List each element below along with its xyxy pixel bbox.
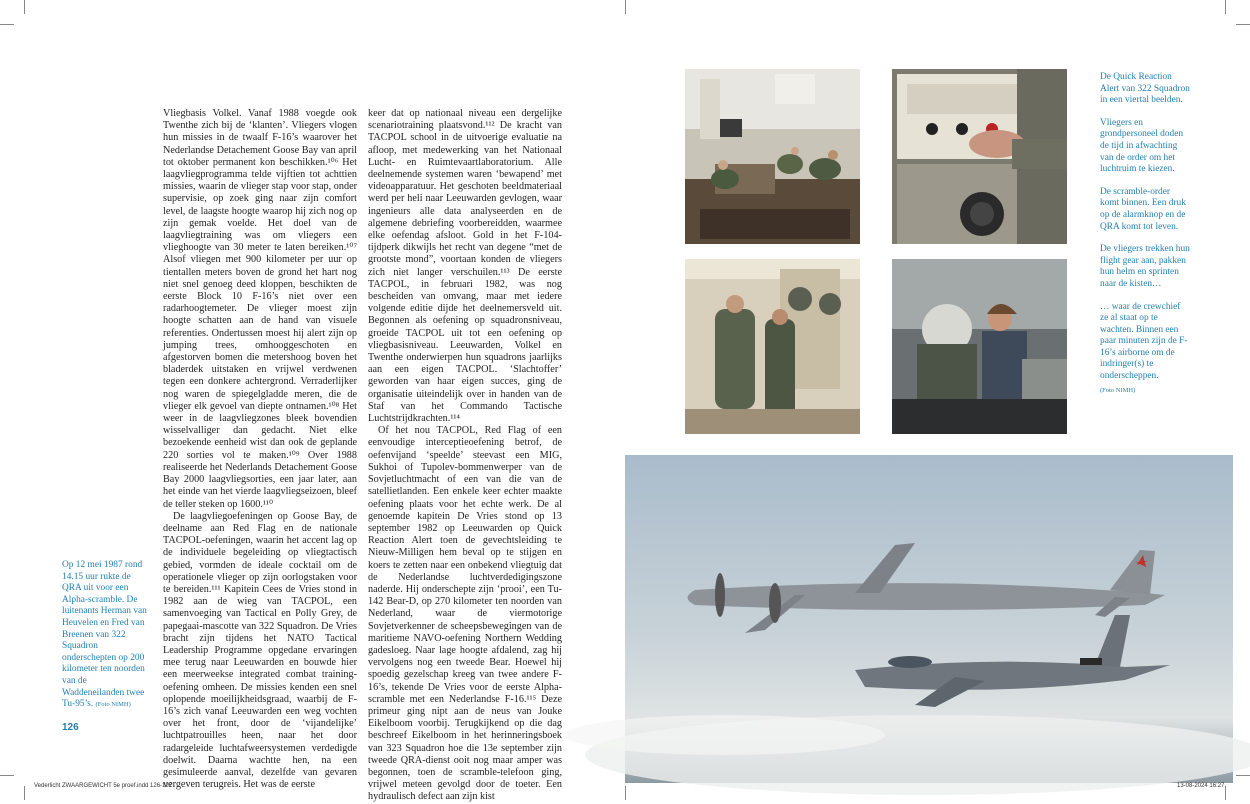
caption-paragraph: … waar de crewchief ze al staat op te wachten. Binnen een paar minuten zijn de F-16’s airborne om de indringer(s) te onderscheppen. xyxy=(1100,301,1188,382)
body-column-2 xyxy=(368,108,562,803)
crop-mark xyxy=(1225,786,1226,800)
body-paragraph: De laagvliegoefeningen op Goose Bay, de deelname aan Red Flag en de nationale TACPOL-oefeningen, waarin het accent lag op de individuele begeleiding op vliegtactisch gebied, vormden de ideale cocktail om de operationele vlieger op zijn oorlogstaken voor te bereiden.¹¹¹ Kapitein Cees de Vries stond in 1982 aan de wieg van TACPOL, een samenvoeging van Tactical en Polly Grey, de papegaai-mascotte van 322 Squadron. De Vries bracht zijn tijdens het NATO Tactical Leadership Programme opgedane ervaringen mee terug naar Leeuwarden en bouwde hier een meerweekse integrated combat training-oefening omheen. De missies kenden een snel oplopende moeilijkheidsgraad, waarbij de F-16’s zich vanaf Leeuwarden een weg vochten over het front, door de ‘vijandelijke’ luchtpatrouilles heen, naar het door radargeleide luchtafweersystemen verdedigde doelwit. Daarna wachtte hen, na een gesimuleerde aanval, dezelfde van gevaren vergeven terugreis. Het was de eerste xyxy=(163,510,357,791)
photo-crew-waiting xyxy=(685,69,860,244)
body-paragraph: Of het nou TACPOL, Red Flag of een eenvoudige interceptieoefening betrof, de oefenvijand ‘speelde’ steevast een MIG, Sukhoi of Tupolev-bommenwerper van de Sovjetluchtmacht of een van die van de satellietlanden. Een enkele keer echter maakte oefening plaats voor het echte werk. De al genoemde kapitein De Vries stond op 13 september 1982 op Leeuwarden op Quick Reaction Alert toen de gevechtsleiding te Nieuw-Milligen hem beval op te stijgen en koers te zetten naar een onbekend vliegtuig dat de Nederlandse luchtverdedigingszone naderde. Hij onderschepte zijn ‘prooi’, een Tu-142 Bear-D, op 270 kilometer ten noorden van Nederland, waar de viermotorige Sovjetverkenner de scheepsbewegingen van de maritieme NAVO-oefening Northern Wedding gadesloeg. Naar lage hoogte afdalend, zag hij vervolgens nog een tweede Bear. Hoewel hij spoedig gezelschap kreeg van twee andere F-16’s, tekende De Vries voor de eerste Alpha-scramble met een Nederlandse F-16.¹¹⁵ Deze primeur ging nipt aan de neus van Jouke Eikelboom voorbij. Terugkijkend op die dag beschreef Eikelboom in het herinneringsboek van 323 Squadron hoe die 13e september zijn tweede QRA-dienst ooit nog maar amper was begonnen, toen de scramble-telefoon ging, vrijwel meteen gevolgd door de toeter. Een hydraulisch defect aan zijn kist xyxy=(368,425,562,803)
body-paragraph: keer dat op nationaal niveau een dergelijke scenariotraining plaatsvond.¹¹² De kracht van TACPOL school in de uitvoerige evaluatie na afloop, met medewerking van het Nationaal Lucht- en Ruimtevaartlaboratorium. Alle deelnemende systemen waren ‘bewapend’ met videoapparatuur. Het geschoten beeldmateriaal werd per heli naar Leeuwarden gevlogen, waar ingenieurs alle data analyseerden en de algemene debriefing voorbereidden, waarmee elke oefendag afsloot. Gold in het F-104-tijdperk dikwijls het recht van degene “met de grootste mond”, voortaan konden de vliegers zich niet langer verschuilen.¹¹³ De eerste TACPOL, in februari 1982, was nog bescheiden van omvang, maar met iedere volgende editie dijde het deelnemersveld uit. Begonnen als oefening op squadronsniveau, groeide TACPOL uit tot een oefening op vliegbasisniveau. Leeuwarden, Volkel en Twenthe onderwierpen hun squadrons jaarlijks aan een eigen TACPOL. ‘Slachtoffer’ geworden van haar eigen succes, ging de organisatie uiteindelijk over in handen van de Staf van het Commando Tactische Luchtstrijdkrachten.¹¹⁴ xyxy=(368,108,562,425)
photo-caption-right xyxy=(1100,72,1190,396)
print-footer-left: Vederlicht ZWAARGEWICHT 5e proef.indd 126-127 xyxy=(34,783,173,789)
crop-mark xyxy=(625,786,626,800)
caption-paragraph: De scramble-order komt binnen. Een druk op de alarmknop en de QRA komt tot leven. xyxy=(1100,186,1186,232)
photo-f16-intercepting-bear xyxy=(625,455,1233,783)
photo-alarm-console xyxy=(892,69,1067,244)
crop-mark xyxy=(625,0,626,14)
crop-mark xyxy=(24,786,25,800)
photo-suiting-up xyxy=(685,259,860,434)
photo-cockpit-crewchief xyxy=(892,259,1067,434)
caption-paragraph: De vliegers trekken hun flight gear aan, pakken hun helm en sprinten naar de kisten… xyxy=(1100,244,1190,289)
body-column-1 xyxy=(163,108,357,791)
page-number: 126 xyxy=(62,722,79,733)
crop-mark xyxy=(1236,24,1250,25)
photo-caption-left xyxy=(62,560,150,711)
caption-paragraph: De Quick Reaction Alert van 322 Squadron in een viertal beelden. xyxy=(1100,72,1190,106)
caption-text: Op 12 mei 1987 rond 14.15 uur rukte de QRA uit voor een Alpha-scramble. De luitenants Herman van Heuvelen en Fred van Breenen van 322 Squadron onderschepten op 200 kilometer ten noorden van de Waddeneilanden twee Tu-95’s. xyxy=(62,560,147,710)
crop-mark xyxy=(24,0,25,14)
photo-credit: (Foto NIMH) xyxy=(1100,386,1136,394)
crop-mark xyxy=(1225,0,1226,14)
print-footer-right: 13-08-2024 16:27 xyxy=(1177,783,1225,789)
crop-mark xyxy=(1236,775,1250,776)
caption-paragraph: Vliegers en grondpersoneel doden de tijd in afwachting van de order om het luchtruim te kiezen. xyxy=(1100,117,1184,175)
photo-credit: (Foto NIMH) xyxy=(95,701,131,709)
body-paragraph: Vliegbasis Volkel. Vanaf 1988 voegde ook Twenthe zich bij de ‘klanten’. Vliegers vlogen hun missies in de twaalf F-16’s waarover het Nederlandse Detachement Goose Bay van april tot oktober permanent kon beschikken.¹⁰⁶ Het laagvliegprogramma telde vijftien tot achttien missies, waarin de vlieger stap voor stap, onder supervisie, op zoek ging naar zijn comfort level, de laagste hoogte waarop hij zich nog op zijn gemak voelde. Het doel van de laagvliegtraining was om vliegers een vlieghoogte van 30 meter te laten bereiken.¹⁰⁷ Alsof vliegen met 900 kilometer per uur op tientallen meters boven de grond het hart nog niet snel genoeg deed kloppen, beschikten de eerste Block 10 F-16’s niet over een radarhoogtemeter. De vlieger moest zijn hoogte schatten aan de hand van visuele referenties. Ondertussen moest hij alert zijn op jumping trees, omhooggeschoten en afgestorven bomen die metershoog boven het bladerdek uitstaken en vrijwel verdwenen tegen een donkere achtergrond. Verraderlijker nog waren de spiegelgladde meren, die de vlieger elk gevoel van diepte ontnamen.¹⁰⁸ Het weer in de laagvliegzones bleek bovendien wisselvalliger dan gedacht. Niet elke bezoekende eenheid wist dan ook de geplande 220 sorties vol te maken.¹⁰⁹ Over 1988 realiseerde het Nederlands Detachement Goose Bay 2000 laagvliegsorties, een jaar later, aan het einde van het vierde laagvliegseizoen, bleef de teller steken op 1600.¹¹⁰ xyxy=(163,108,357,510)
crop-mark xyxy=(0,775,14,776)
crop-mark xyxy=(0,24,14,25)
